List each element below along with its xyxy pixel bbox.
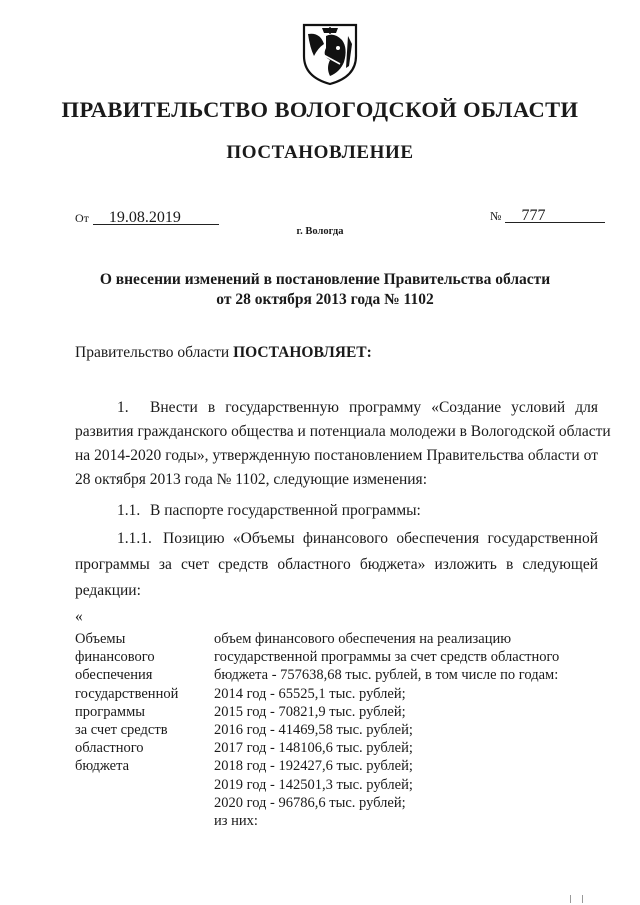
left-line: Объемы	[75, 631, 126, 647]
date-field	[75, 209, 219, 227]
left-line: областного	[75, 740, 144, 757]
p111-line-1: Позицию «Объемы финансового обеспечения государственной	[163, 530, 598, 547]
right-line: 2014 год - 65525,1 тыс. рублей;	[214, 685, 406, 702]
left-line: финансового	[75, 649, 155, 666]
right-line: 2015 год - 70821,9 тыс. рублей;	[214, 703, 406, 720]
p111-line-2: программы за счет средств областного бюджета» изложить в следующей	[75, 556, 598, 573]
p1-line-3: на 2014-2020 годы», утвержденную постановлением Правительства области от	[75, 447, 598, 464]
organization-name: ПРАВИТЕЛЬСТВО ВОЛОГОДСКОЙ ОБЛАСТИ	[61, 97, 579, 122]
p1-line-2: развития гражданского общества и потенциала молодежи в Вологодской области	[75, 423, 611, 440]
left-line: за счет средств	[75, 722, 168, 739]
open-quote: «	[75, 608, 83, 625]
p11-text: В паспорте государственной программы:	[150, 502, 421, 519]
left-line: программы	[75, 703, 145, 720]
right-line: бюджета - 757638,68 тыс. рублей, в том числе по годам:	[214, 667, 559, 684]
p111-number: 1.1.1.	[117, 530, 152, 547]
right-line: 2018 год - 192427,6 тыс. рублей;	[214, 758, 413, 775]
intro-paragraph	[75, 342, 372, 364]
document-type: ПОСТАНОВЛЕНИЕ	[226, 142, 414, 163]
right-line: 2017 год - 148106,6 тыс. рублей;	[214, 740, 413, 757]
table-right-column	[214, 630, 559, 830]
document-title	[95, 270, 555, 310]
scan-mark	[570, 895, 571, 903]
scan-mark	[582, 895, 583, 903]
number-field	[490, 207, 605, 225]
right-line: объем финансового обеспечения на реализацию	[214, 631, 512, 647]
right-line: 2016 год - 41469,58 тыс. рублей;	[214, 722, 413, 739]
right-line: 2020 год - 96786,6 тыс. рублей;	[214, 794, 406, 811]
right-line: государственной программы за счет средств областного	[214, 649, 560, 666]
p111-line-3: редакции:	[75, 582, 141, 599]
right-line: 2019 год - 142501,3 тыс. рублей;	[214, 776, 413, 793]
intro-bold: ПОСТАНОВЛЯЕТ:	[233, 344, 372, 361]
title-line-1: О внесении изменений в постановление Правительства области	[99, 271, 551, 288]
intro-lead: Правительство области	[75, 344, 234, 361]
left-line: бюджета	[75, 758, 130, 775]
city-label: г. Вологда	[296, 226, 344, 237]
left-line: государственной	[75, 685, 179, 702]
p11-number: 1.1.	[117, 502, 141, 519]
p1-line-4: 28 октября 2013 года № 1102, следующие изменения:	[75, 471, 427, 488]
p1-line-1: Внести в государственную программу «Создание условий для	[150, 399, 598, 416]
date-prefix: От	[75, 211, 89, 225]
left-line: обеспечения	[75, 667, 153, 684]
coat-of-arms-icon	[300, 22, 360, 86]
right-line: из них:	[214, 813, 258, 830]
number-prefix: №	[490, 209, 502, 223]
document-number: 777	[505, 209, 605, 223]
table-left-column	[75, 630, 178, 776]
p1-number: 1.	[117, 399, 129, 416]
title-line-2: от 28 октября 2013 года № 1102	[216, 291, 434, 308]
document-date: 19.08.2019	[93, 211, 219, 225]
